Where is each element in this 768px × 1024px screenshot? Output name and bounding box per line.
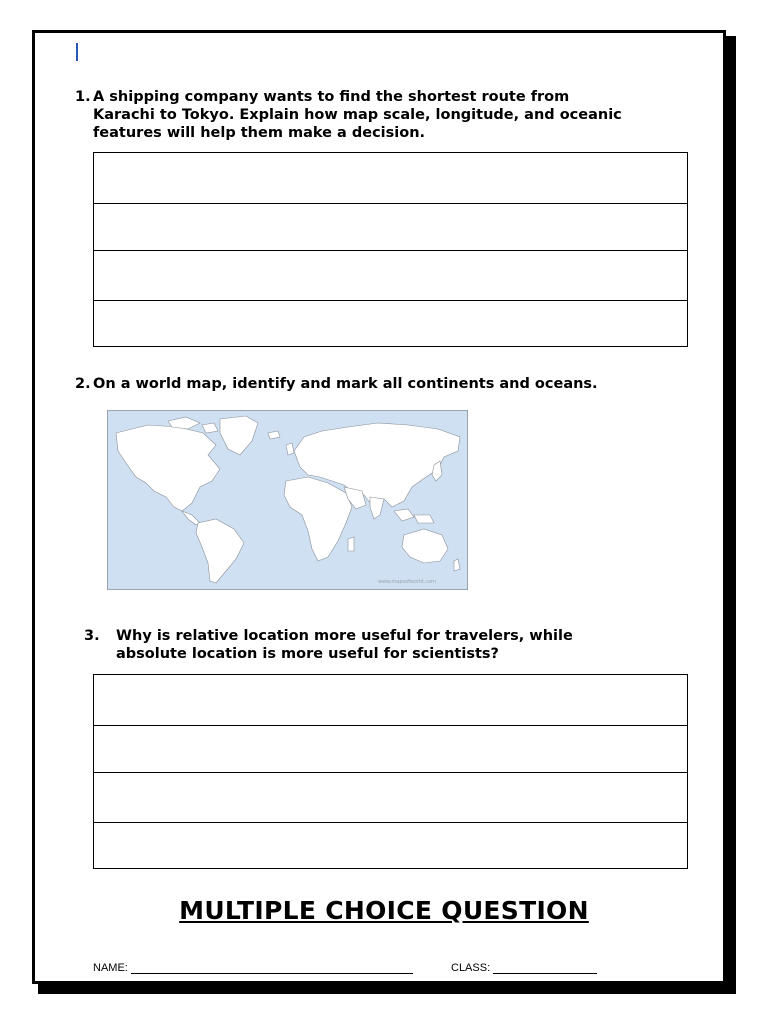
question-2-number: 2. bbox=[75, 376, 91, 392]
answer-line[interactable] bbox=[94, 203, 687, 250]
class-label: CLASS: bbox=[451, 962, 491, 974]
answer-line[interactable] bbox=[94, 250, 687, 300]
question-2 bbox=[75, 375, 715, 395]
question-1 bbox=[75, 88, 715, 144]
answer-line[interactable] bbox=[94, 725, 687, 772]
question-3-text bbox=[116, 627, 573, 663]
world-map-image bbox=[107, 410, 468, 590]
svg-text:www.mapsofworld.com: www.mapsofworld.com bbox=[378, 579, 436, 585]
question-1-line-3: features will help them make a decision. bbox=[93, 125, 426, 141]
question-1-text bbox=[93, 88, 622, 142]
question-2-text: On a world map, identify and mark all continents and oceans. bbox=[93, 376, 598, 392]
question-1-number: 1. bbox=[75, 89, 91, 105]
text-cursor bbox=[76, 43, 78, 61]
question-1-line-1: A shipping company wants to find the shortest route from bbox=[93, 89, 570, 105]
question-3 bbox=[84, 627, 724, 667]
class-blank-line[interactable] bbox=[493, 963, 597, 974]
answer-line[interactable] bbox=[94, 822, 687, 868]
name-label: NAME: bbox=[93, 962, 128, 974]
question-3-line-1: Why is relative location more useful for travelers, while bbox=[116, 628, 573, 644]
answer-box-1[interactable] bbox=[93, 152, 688, 347]
answer-line[interactable] bbox=[94, 772, 687, 822]
question-3-line-2: absolute location is more useful for scientists? bbox=[116, 646, 499, 662]
answer-line[interactable] bbox=[94, 300, 687, 346]
world-map-icon bbox=[108, 411, 467, 589]
name-blank-line[interactable] bbox=[131, 963, 413, 974]
answer-box-3[interactable] bbox=[93, 674, 688, 869]
question-3-number: 3. bbox=[84, 628, 100, 644]
answer-line[interactable] bbox=[94, 153, 687, 203]
class-field[interactable] bbox=[451, 962, 597, 974]
answer-line[interactable] bbox=[94, 675, 687, 725]
name-field[interactable] bbox=[93, 962, 413, 974]
question-1-line-2: Karachi to Tokyo. Explain how map scale, longitude, and oceanic bbox=[93, 107, 622, 123]
section-title: MULTIPLE CHOICE QUESTION bbox=[179, 896, 589, 925]
